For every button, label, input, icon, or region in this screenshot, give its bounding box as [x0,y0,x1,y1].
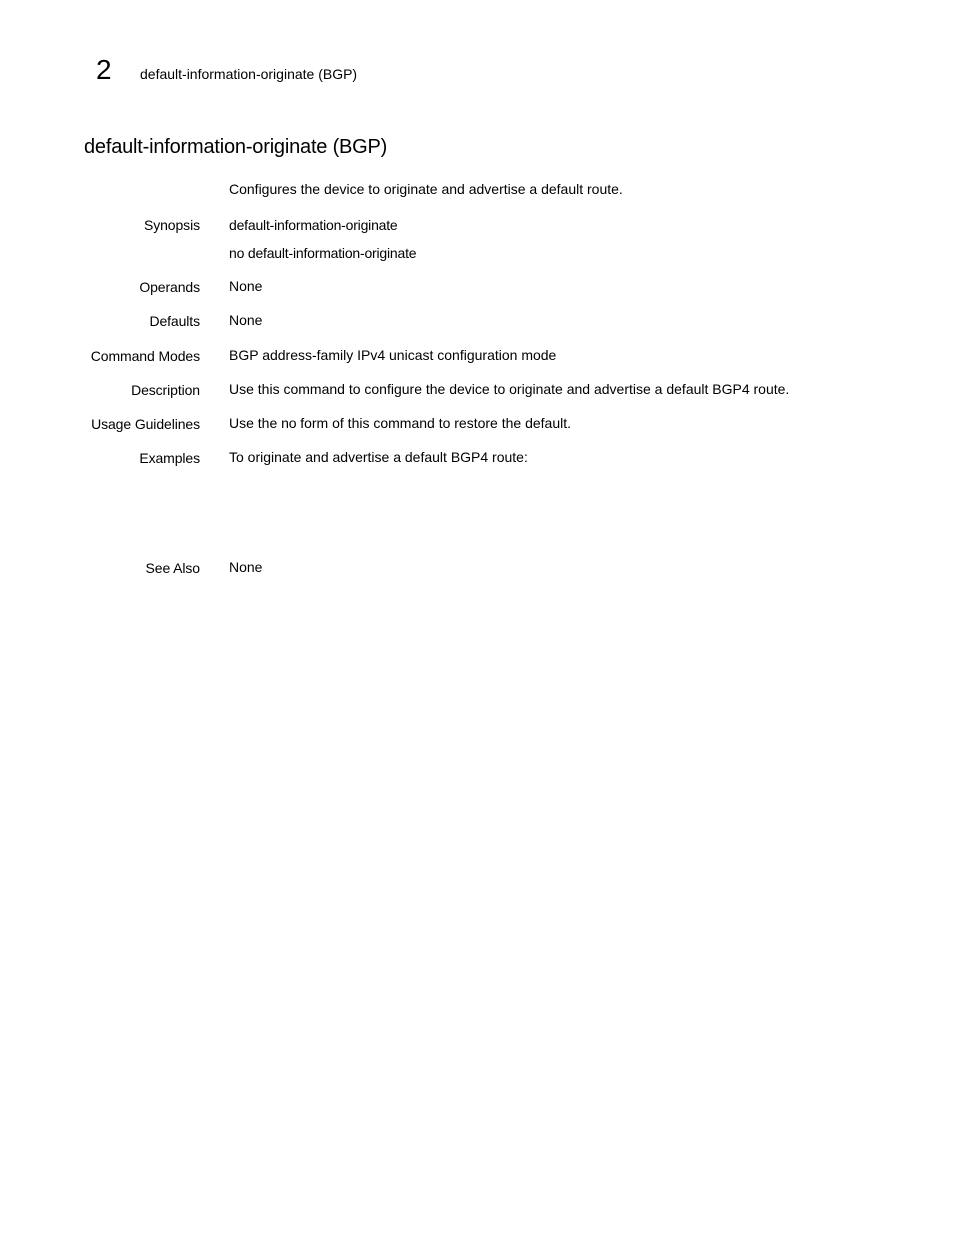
synopsis-label: Synopsis [143,217,200,233]
usage-guidelines-suffix: form of this command to restore the default. [296,415,572,431]
see-also-value: None [229,559,263,575]
defaults-value: None [229,312,263,328]
usage-guidelines-value [229,414,571,432]
usage-guidelines-label: Usage Guidelines [91,416,200,432]
operands-value: None [229,278,263,294]
see-also-label: See Also [145,560,200,576]
operands-label: Operands [139,279,200,295]
intro-text: Configures the device to originate and advertise a default route. [229,181,623,197]
description-label: Description [131,382,200,398]
synopsis-command: default-information-originate [229,217,398,233]
chapter-number: 2 [96,54,112,85]
usage-guidelines-keyword: no [281,415,297,431]
defaults-label: Defaults [149,313,200,329]
examples-label: Examples [139,450,200,466]
running-header-title: default-information-originate (BGP) [140,66,358,82]
description-value: Use this command to configure the device to originate and advertise a default BGP4 route. [229,381,790,397]
command-modes-value: BGP address-family IPv4 unicast configuration mode [229,347,557,363]
page-title: default-information-originate (BGP) [84,136,388,158]
synopsis-no-command: no default-information-originate [229,245,417,261]
examples-value: To originate and advertise a default BGP4 route: [229,449,528,465]
usage-guidelines-prefix: Use the [229,415,282,431]
command-modes-label: Command Modes [90,348,200,364]
